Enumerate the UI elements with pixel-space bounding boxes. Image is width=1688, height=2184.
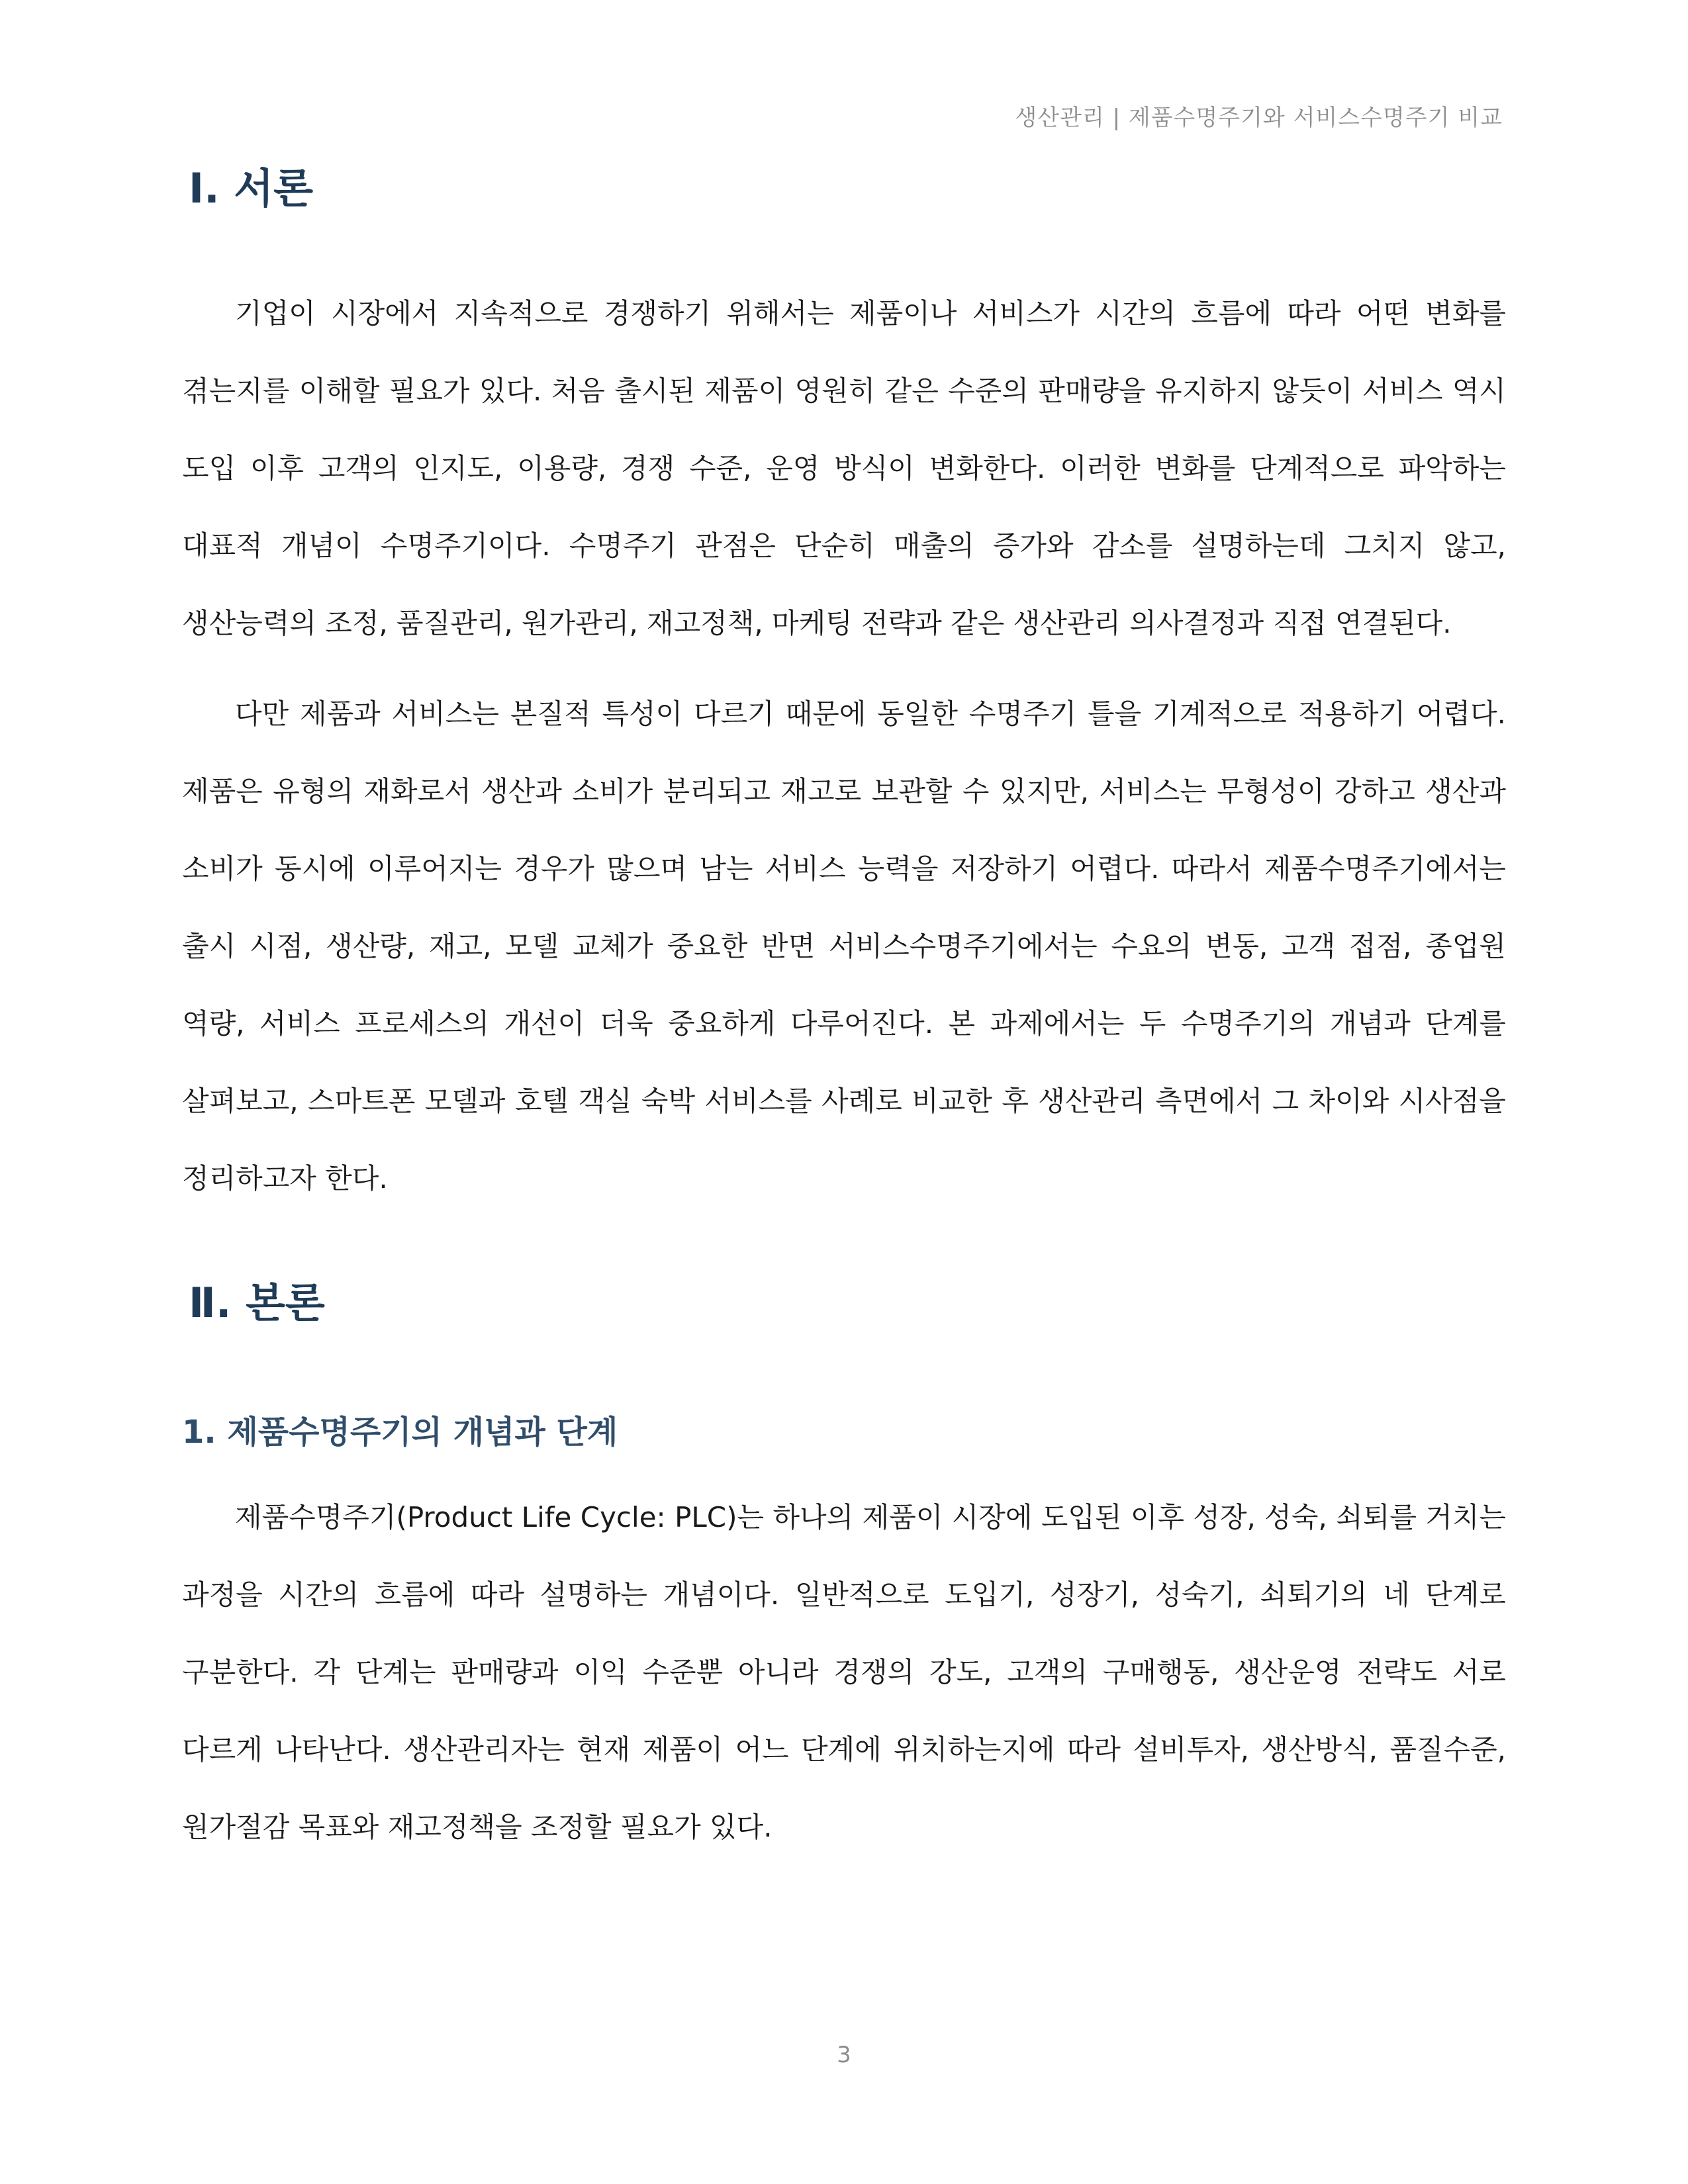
body-paragraph: 제품수명주기(Product Life Cycle: PLC)는 하나의 제품이 시장에 도입된 이후 성장, 성숙, 쇠퇴를 거치는 과정을 시간의 흐름에 따라 설명하는 개념이다. 일반적으로 도입기, 성장기, 성숙기, 쇠퇴기의 네 단계로 구분한다. 각 단계는 판매량과 이익 수준뿐 아니라 경쟁의 강도, 고객의 구매행동, 생산운영 전략도 서로 다르게 나타난다. 생산관리자는 현재 제품이 어느 단계에 위치하는지에 따라 설비투자, 생산방식, 품질수준, 원가절감 목표와 재고정책을 조정할 필요가 있다. <box>182 1501 1506 1843</box>
body-paragraph: 다만 제품과 서비스는 본질적 특성이 다르기 때문에 동일한 수명주기 틀을 기계적으로 적용하기 어렵다. 제품은 유형의 재화로서 생산과 소비가 분리되고 재고로 보관할 수 있지만, 서비스는 무형성이 강하고 생산과 소비가 동시에 이루어지는 경우가 많으며 남는 서비스 능력을 저장하기 어렵다. 따라서 제품수명주기에서는 출시 시점, 생산량, 재고, 모델 교체가 중요한 반면 서비스수명주기에서는 수요의 변동, 고객 접점, 종업원 역량, 서비스 프로세스의 개선이 더욱 중요하게 다루어진다. 본 과제에서는 두 수명주기의 개념과 단계를 살펴보고, 스마트폰 모델과 호텔 객실 숙박 서비스를 사례로 비교한 후 생산관리 측면에서 그 차이와 시사점을 정리하고자 한다. <box>182 698 1506 1195</box>
section-heading-main-body: Ⅱ. 본론 <box>189 1279 325 1327</box>
section-heading-introduction: Ⅰ. 서론 <box>189 164 313 212</box>
subsection-heading: 1. 제품수명주기의 개념과 단계 <box>182 1414 618 1451</box>
body-paragraph: 기업이 시장에서 지속적으로 경쟁하기 위해서는 제품이나 서비스가 시간의 흐름에 따라 어떤 변화를 겪는지를 이해할 필요가 있다. 처음 출시된 제품이 영원히 같은 수준의 판매량을 유지하지 않듯이 서비스 역시 도입 이후 고객의 인지도, 이용량, 경쟁 수준, 운영 방식이 변화한다. 이러한 변화를 단계적으로 파악하는 대표적 개념이 수명주기이다. 수명주기 관점은 단순히 매출의 증가와 감소를 설명하는데 그치지 않고, 생산능력의 조정, 품질관리, 원가관리, 재고정책, 마케팅 전략과 같은 생산관리 의사결정과 직접 연결된다. <box>182 297 1506 639</box>
running-header: 생산관리 | 제품수명주기와 서비스수명주기 비교 <box>1015 105 1503 131</box>
page-content <box>182 156 1506 1866</box>
page-number: 3 <box>837 2042 851 2068</box>
